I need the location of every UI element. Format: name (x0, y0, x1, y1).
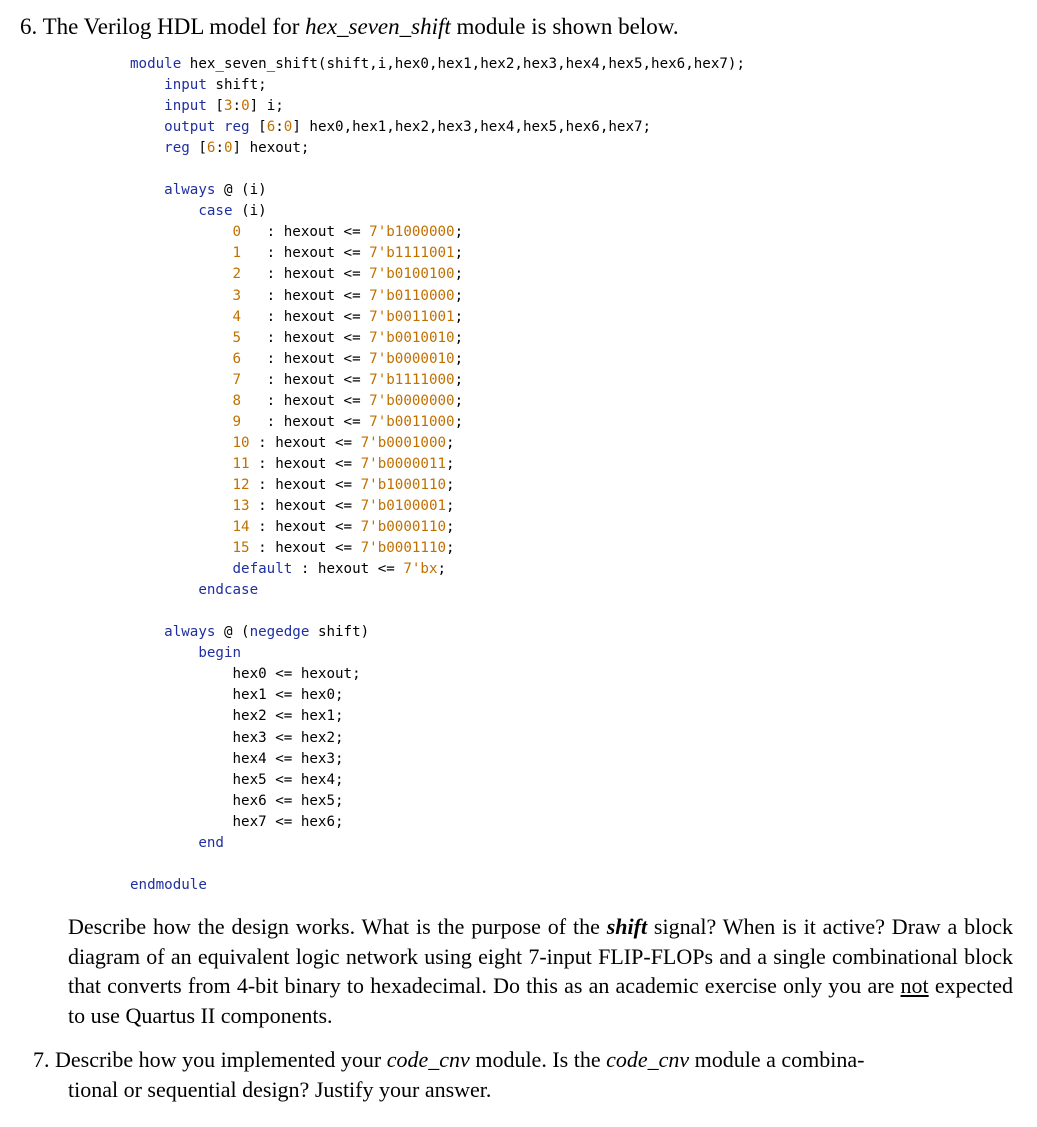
code-line (130, 791, 745, 812)
code-text: : hexout <= (258, 540, 361, 557)
code-literal: 6 (266, 119, 276, 136)
instructions-part-1: Describe how the design works. What is the purpose of the (68, 914, 600, 939)
code-line (130, 307, 745, 328)
instructions-part-3: expected to use Quartus II components. (68, 973, 1014, 1028)
code-line (130, 854, 745, 875)
verilog-code-block (130, 54, 745, 896)
code-literal: 7'b1000110 (360, 476, 447, 493)
question-intro-end: module is shown below. (456, 14, 679, 39)
code-keyword: always (164, 624, 224, 641)
code-text: : (232, 98, 242, 115)
code-line (130, 706, 745, 727)
code-literal: 9 (232, 413, 259, 430)
code-text: ; (454, 413, 464, 430)
shift-signal-term: shift (606, 914, 648, 939)
question-number: 6. (20, 14, 38, 39)
code-literal: 0 (241, 98, 250, 115)
code-line (130, 328, 745, 349)
code-text: ; (446, 497, 455, 514)
code-text: hex_seven_shift(shift,i,hex0,hex1,hex2,hex3,hex4,hex5,hex6,hex7); (189, 56, 746, 72)
question-7-part-3: module a combina- (694, 1047, 865, 1072)
code-line (130, 496, 745, 517)
question-7-part-2: module. Is the (475, 1047, 601, 1072)
code-text: shift; (215, 77, 267, 94)
code-text: : hexout <= (258, 287, 370, 304)
code-line (130, 159, 745, 180)
code-text: hex3 <= hex2; (232, 729, 344, 746)
code-text: @ ( (223, 624, 250, 641)
question-6-instructions (68, 912, 1013, 1030)
code-literal: 7'b0110000 (369, 287, 455, 304)
question-6-heading (20, 14, 679, 40)
code-literal: 7'b1000000 (369, 224, 455, 241)
question-7-number: 7. (33, 1047, 50, 1072)
code-line (130, 538, 745, 559)
code-line (130, 454, 745, 475)
code-cnv-name: code_cnv (386, 1047, 470, 1072)
code-literal: 7'b0011000 (369, 413, 455, 430)
code-text: : hexout <= (258, 329, 370, 346)
code-line (130, 391, 745, 412)
code-text: (i) (241, 203, 267, 220)
code-literal: 7'b0100100 (369, 266, 455, 283)
code-text: : hexout <= (258, 392, 370, 409)
code-keyword: begin (198, 645, 242, 662)
code-line (130, 433, 745, 454)
code-literal: 7'b0001110 (360, 540, 447, 557)
code-line (130, 664, 745, 685)
code-keyword: negedge (249, 624, 318, 641)
code-text: : hexout <= (258, 413, 370, 430)
code-literal: 7'b1111000 (369, 371, 455, 388)
code-literal: 6 (206, 140, 216, 157)
code-text: hex0 <= hexout; (232, 666, 361, 683)
code-literal: 7'b0000011 (360, 455, 447, 472)
code-keyword: always (164, 182, 224, 199)
code-literal: 7'b0011001 (369, 308, 455, 325)
code-text: @ (i) (223, 182, 267, 199)
question-7-part-4: tional or sequential design? Justify your answer. (68, 1076, 492, 1102)
code-line (130, 749, 745, 770)
code-keyword: input (164, 98, 216, 115)
code-literal: 7'b0000010 (369, 350, 455, 367)
code-text: ; (454, 266, 464, 283)
code-literal: 3 (232, 287, 259, 304)
code-literal: 3 (223, 98, 233, 115)
code-text: : hexout <= (258, 224, 370, 241)
code-keyword: default (232, 561, 301, 578)
code-literal: 0 (232, 224, 259, 241)
code-text: : (275, 119, 284, 136)
code-keyword: module (130, 56, 190, 72)
code-literal: 7 (232, 371, 259, 388)
code-keyword: case (198, 203, 242, 220)
code-text: ; (437, 561, 447, 578)
code-text: [ (215, 98, 224, 115)
code-text: ; (446, 476, 455, 493)
code-text: ; (446, 540, 455, 557)
code-line (130, 117, 745, 138)
code-line (130, 559, 745, 580)
code-keyword: output (164, 119, 224, 136)
code-literal: 10 (232, 434, 259, 451)
code-text: : hexout <= (258, 266, 370, 283)
code-literal: 12 (232, 476, 259, 493)
code-text: ; (454, 371, 464, 388)
code-keyword: endmodule (130, 876, 207, 893)
code-literal: 7'b0010010 (369, 329, 455, 346)
code-line (130, 580, 745, 601)
code-literal: 6 (232, 350, 259, 367)
code-line (130, 812, 745, 833)
code-line (130, 685, 745, 706)
code-line (130, 264, 745, 285)
code-literal: 7'b1111001 (369, 245, 455, 262)
code-text: hex6 <= hex5; (232, 792, 344, 809)
code-keyword: reg (164, 140, 199, 157)
code-literal: 7'b0000000 (369, 392, 455, 409)
code-text: : (215, 140, 224, 157)
code-line (130, 412, 745, 433)
code-cnv-name-2: code_cnv (606, 1047, 690, 1072)
code-text: : hexout <= (258, 455, 361, 472)
code-line (130, 201, 745, 222)
code-text: : hexout <= (300, 561, 404, 578)
code-line (130, 222, 745, 243)
code-literal: 14 (232, 519, 259, 536)
code-text: ; (454, 287, 464, 304)
module-name: hex_seven_shift (305, 14, 451, 39)
code-literal: 7'bx (403, 561, 438, 578)
code-text: ; (454, 308, 464, 325)
code-line (130, 180, 745, 201)
code-text: : hexout <= (258, 308, 370, 325)
code-literal: 7'b0000110 (360, 519, 447, 536)
code-text: ; (446, 434, 455, 451)
code-literal: 7'b0100001 (360, 497, 447, 514)
instructions-part-2: signal? When is it active? Draw a block diagram of an equivalent logic network using eight 7-input FLIP-FLOPs and a single combinational block that converts from 4-bit binary to hexadecimal. Do this as an academic exercise only you are (68, 914, 1014, 998)
code-line (130, 875, 745, 896)
code-text: : hexout <= (258, 519, 361, 536)
question-7 (33, 1045, 1008, 1104)
code-line (130, 622, 745, 643)
code-literal: 2 (232, 266, 259, 283)
code-text: : hexout <= (258, 245, 370, 262)
code-text: ; (446, 455, 455, 472)
code-text: ] hexout; (232, 140, 310, 157)
code-line (130, 475, 745, 496)
code-keyword: endcase (198, 582, 259, 599)
code-line (130, 243, 745, 264)
code-text: ; (446, 519, 455, 536)
code-text: hex7 <= hex6; (232, 813, 344, 830)
code-keyword: input (164, 77, 216, 94)
code-line (130, 728, 745, 749)
code-literal: 1 (232, 245, 259, 262)
code-keyword: end (198, 834, 224, 851)
question-7-part-1: Describe how you implemented your (55, 1047, 382, 1072)
code-literal: 13 (232, 497, 259, 514)
code-line (130, 54, 745, 75)
code-line (130, 517, 745, 538)
code-text: [ (258, 119, 267, 136)
code-literal: 4 (232, 308, 259, 325)
code-literal: 5 (232, 329, 259, 346)
code-text: ] hex0,hex1,hex2,hex3,hex4,hex5,hex6,hex7; (292, 119, 652, 136)
code-text: : hexout <= (258, 350, 370, 367)
code-literal: 8 (232, 392, 259, 409)
code-text: ] i; (249, 98, 284, 115)
code-text: [ (198, 140, 207, 157)
code-text: shift) (317, 624, 370, 641)
code-text: hex5 <= hex4; (232, 771, 344, 788)
code-line (130, 349, 745, 370)
code-keyword: reg (223, 119, 259, 136)
code-line (130, 770, 745, 791)
code-text: hex2 <= hex1; (232, 708, 344, 725)
code-line (130, 138, 745, 159)
code-line (130, 75, 745, 96)
code-text: ; (454, 350, 464, 367)
code-literal: 11 (232, 455, 259, 472)
code-line (130, 370, 745, 391)
code-text: : hexout <= (258, 497, 361, 514)
code-text: ; (454, 392, 464, 409)
question-intro: The Verilog HDL model for (42, 14, 300, 39)
code-literal: 7'b0001000 (360, 434, 447, 451)
code-line (130, 286, 745, 307)
code-text: : hexout <= (258, 371, 370, 388)
code-text: ; (454, 245, 464, 262)
code-text: ; (454, 329, 464, 346)
code-text: hex1 <= hex0; (232, 687, 344, 704)
code-line (130, 643, 745, 664)
code-literal: 0 (283, 119, 293, 136)
code-text: : hexout <= (258, 434, 361, 451)
code-literal: 15 (232, 540, 259, 557)
code-text: ; (454, 224, 464, 241)
code-line (130, 601, 745, 622)
code-text: hex4 <= hex3; (232, 750, 344, 767)
code-line (130, 833, 745, 854)
not-emphasis: not (900, 973, 929, 998)
code-literal: 0 (223, 140, 233, 157)
code-line (130, 96, 745, 117)
code-text: : hexout <= (258, 476, 361, 493)
